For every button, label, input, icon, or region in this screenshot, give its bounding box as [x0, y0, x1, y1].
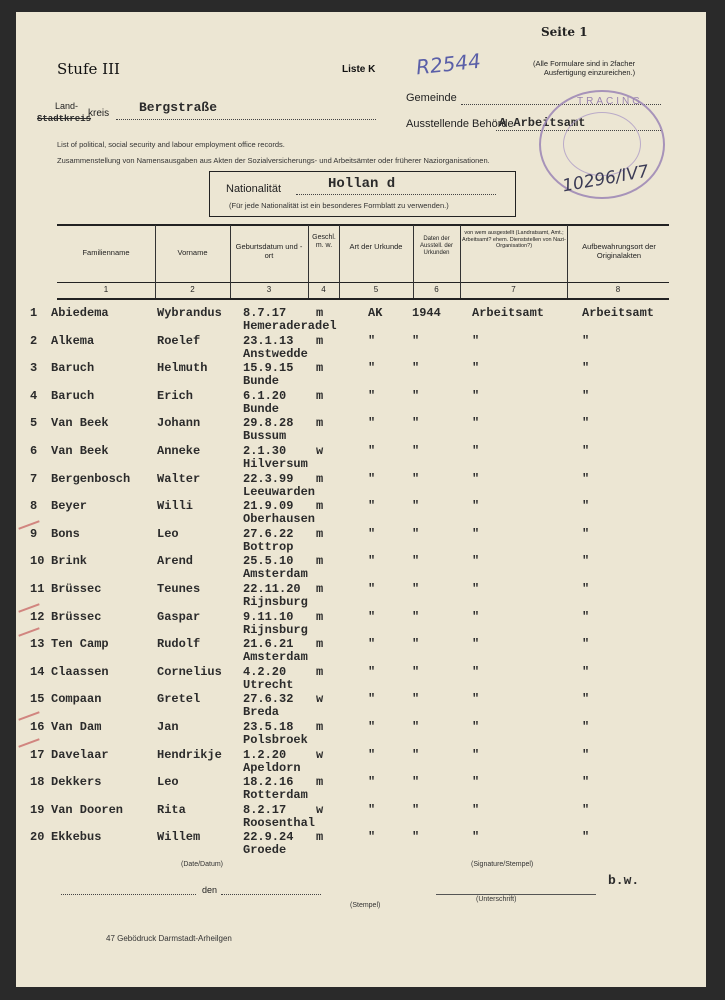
- cell-firstname: Helmuth: [157, 361, 208, 376]
- cell-surname: Baruch: [51, 388, 95, 403]
- cell-datum: ": [412, 830, 420, 845]
- cell-place: Bunde: [243, 374, 280, 389]
- cell-date: 23.1.13: [243, 333, 294, 348]
- cell-date: 27.6.22: [243, 526, 294, 541]
- stempel-label: (Stempel): [350, 902, 381, 909]
- cell-place: Amsterdam: [243, 650, 308, 665]
- red-mark: [18, 738, 39, 747]
- cell-date: 22.3.99: [243, 471, 294, 486]
- cell-von: ": [472, 361, 480, 376]
- col-header-art: Art der Urkunde: [349, 242, 403, 251]
- cell-ort: ": [582, 526, 590, 541]
- cell-sex: w: [316, 802, 324, 817]
- cell-no: 20: [30, 830, 45, 845]
- cell-place: Bottrop: [243, 539, 294, 554]
- cell-ort: ": [582, 416, 590, 431]
- cell-place: Bussum: [243, 429, 287, 444]
- cell-surname: Van Dooren: [51, 802, 124, 817]
- col-header-vorname: Vorname: [177, 248, 208, 257]
- den-label: den: [202, 885, 218, 895]
- cell-firstname: Leo: [157, 526, 179, 541]
- cell-art: ": [368, 471, 376, 486]
- cell-sex: m: [316, 637, 324, 652]
- cell-von: ": [472, 582, 480, 596]
- cell-ort: ": [582, 333, 590, 348]
- cell-no: 9: [30, 526, 38, 541]
- cell-sex: m: [316, 361, 324, 376]
- kreis-line: [116, 119, 376, 120]
- land-label: Land-: [55, 101, 79, 111]
- cell-von: ": [472, 526, 480, 541]
- cell-von: ": [472, 637, 480, 652]
- cell-date: 8.7.17: [243, 306, 287, 320]
- cell-datum: ": [412, 747, 420, 762]
- cell-datum: ": [412, 802, 420, 817]
- gemeinde-label: Gemeinde: [406, 92, 457, 104]
- cell-sex: w: [316, 692, 324, 707]
- nationality-line: [296, 194, 496, 195]
- cell-surname: Bergenbosch: [51, 471, 131, 486]
- cell-no: 5: [30, 416, 38, 431]
- cell-von: ": [472, 830, 480, 845]
- cell-date: 29.8.28: [243, 416, 294, 431]
- cell-datum: ": [412, 361, 420, 376]
- cell-von: ": [472, 388, 480, 403]
- cell-datum: ": [412, 692, 420, 707]
- cell-date: 27.6.32: [243, 692, 294, 707]
- signature-label: (Signature/Stempel): [471, 861, 534, 868]
- cell-art: ": [368, 388, 376, 403]
- date-line: [221, 894, 321, 895]
- cell-ort: ": [582, 747, 590, 762]
- cell-date: 8.2.17: [243, 802, 287, 817]
- cell-von: ": [472, 499, 480, 514]
- cell-place: Rotterdam: [243, 788, 308, 803]
- cell-art: ": [368, 637, 376, 652]
- nationality-value: Hollan d: [328, 176, 396, 192]
- cell-place: Roosenthal: [243, 815, 316, 830]
- cell-ort: ": [582, 554, 590, 569]
- cell-datum: ": [412, 526, 420, 541]
- cell-ort: ": [582, 609, 590, 624]
- cell-sex: m: [316, 333, 324, 348]
- formulare-note: [533, 59, 635, 77]
- cell-sex: w: [316, 747, 324, 762]
- cell-art: ": [368, 582, 376, 596]
- cell-sex: m: [316, 664, 324, 679]
- cell-firstname: Rudolf: [157, 637, 201, 652]
- cell-datum: ": [412, 333, 420, 348]
- cell-datum: ": [412, 637, 420, 652]
- col-header-geburtsdatum: Geburtsdatum und -ort: [235, 242, 303, 260]
- cell-von: ": [472, 471, 480, 486]
- cell-ort: ": [582, 830, 590, 845]
- cell-firstname: Erich: [157, 388, 194, 403]
- cell-place: Amsterdam: [243, 567, 308, 582]
- cell-surname: Van Beek: [51, 444, 109, 458]
- cell-firstname: Johann: [157, 416, 201, 431]
- cell-place: Apeldorn: [243, 760, 301, 775]
- cell-art: ": [368, 499, 376, 514]
- cell-date: 9.11.10: [243, 609, 294, 624]
- cell-von: ": [472, 692, 480, 707]
- cell-art: ": [368, 554, 376, 569]
- cell-sex: m: [316, 416, 324, 431]
- cell-ort: ": [582, 637, 590, 652]
- cell-sex: m: [316, 720, 324, 734]
- cell-no: 3: [30, 361, 38, 376]
- nationality-note: (Für jede Nationalität ist ein besonderes Formblatt zu verwenden.): [229, 201, 449, 210]
- col-header-daten: Daten der Ausstell. der Urkunden: [419, 236, 453, 257]
- cell-firstname: Gaspar: [157, 609, 201, 624]
- table-header-divider: [57, 282, 669, 283]
- behoerde-value: A Arbeitsamt: [499, 116, 586, 130]
- formulare-note-line-2: Ausfertigung einzureichen.): [543, 68, 636, 77]
- cell-ort: ": [582, 802, 590, 817]
- cell-place: Breda: [243, 705, 280, 720]
- cell-firstname: Wybrandus: [157, 306, 222, 320]
- cell-ort: ": [582, 720, 590, 734]
- german-description: Zusammenstellung von Namensausgaben aus Akten der Sozialversicherungs- und Arbeitsämter oder früherer Naziorganisationen.: [57, 156, 490, 165]
- cell-ort: ": [582, 664, 590, 679]
- cell-sex: w: [316, 444, 324, 458]
- cell-surname: Claassen: [51, 664, 109, 679]
- cell-art: ": [368, 802, 376, 817]
- cell-datum: ": [412, 664, 420, 679]
- cell-surname: Alkema: [51, 333, 95, 348]
- cell-art: ": [368, 361, 376, 376]
- cell-date: 22.9.24: [243, 830, 294, 845]
- unterschrift-label: (Unterschrift): [476, 896, 517, 903]
- page-number: Seite 1: [541, 25, 588, 39]
- kreis-value: Bergstraße: [139, 100, 218, 115]
- cell-art: ": [368, 692, 376, 707]
- cell-no: 2: [30, 333, 38, 348]
- cell-sex: m: [316, 554, 324, 569]
- cell-firstname: Roelef: [157, 333, 201, 348]
- cell-firstname: Willi: [157, 499, 194, 514]
- cell-date: 4.2.20: [243, 664, 287, 679]
- cell-place: Rijnsburg: [243, 622, 308, 637]
- cell-date: 21.9.09: [243, 499, 294, 514]
- cell-von: ": [472, 333, 480, 348]
- cell-art: ": [368, 526, 376, 541]
- cell-von: ": [472, 720, 480, 734]
- cell-von: ": [472, 416, 480, 431]
- cell-sex: m: [316, 499, 324, 514]
- cell-firstname: Gretel: [157, 692, 201, 707]
- cell-surname: Brüssec: [51, 609, 102, 624]
- cell-art: ": [368, 775, 376, 790]
- cell-no: 13: [30, 637, 45, 652]
- cell-date: 1.2.20: [243, 747, 287, 762]
- cell-ort: ": [582, 582, 590, 596]
- nationality-box: [209, 171, 516, 217]
- cell-art: ": [368, 664, 376, 679]
- cell-art: AK: [368, 306, 383, 320]
- signature-line: [436, 894, 596, 895]
- behoerde-label: Ausstellende Behörde: [406, 118, 514, 130]
- cell-sex: m: [316, 388, 324, 403]
- col-header-familienname: Familienname: [82, 248, 130, 257]
- cell-no: 14: [30, 664, 45, 679]
- printer-note: 47 Gebödruck Darmstadt-Arheilgen: [106, 934, 232, 943]
- cell-no: 15: [30, 692, 45, 707]
- cell-von: ": [472, 747, 480, 762]
- cell-surname: Dekkers: [51, 775, 102, 790]
- cell-firstname: Cornelius: [157, 664, 222, 679]
- cell-ort: ": [582, 361, 590, 376]
- cell-surname: Ten Camp: [51, 637, 109, 652]
- cell-no: 4: [30, 388, 38, 403]
- col-num-4: 4: [321, 285, 326, 294]
- cell-firstname: Walter: [157, 471, 201, 486]
- cell-surname: Baruch: [51, 361, 95, 376]
- cell-firstname: Jan: [157, 720, 179, 734]
- cell-place: Polsbroek: [243, 733, 308, 747]
- stufe-title: Stufe III: [57, 60, 120, 78]
- col-num-3: 3: [266, 285, 272, 294]
- kreis-label: kreis: [88, 108, 110, 119]
- cell-no: 19: [30, 802, 45, 817]
- cell-firstname: Rita: [157, 802, 186, 817]
- handwritten-reference: R2544: [414, 48, 482, 80]
- cell-art: ": [368, 830, 376, 845]
- cell-no: 18: [30, 775, 45, 790]
- cell-firstname: Anneke: [157, 444, 201, 458]
- stamp-number: 10296/IV7: [560, 161, 651, 197]
- cell-ort: Arbeitsamt: [582, 306, 655, 320]
- cell-ort: ": [582, 499, 590, 514]
- cell-place: Anstwedde: [243, 346, 308, 361]
- cell-datum: ": [412, 775, 420, 790]
- cell-surname: Bons: [51, 526, 80, 541]
- cell-datum: 1944: [412, 306, 441, 320]
- col-num-1: 1: [103, 285, 109, 294]
- col-header-geschlecht: Geschl. m. w.: [312, 234, 336, 250]
- cell-sex: m: [316, 830, 324, 845]
- cell-date: 22.11.20: [243, 582, 301, 596]
- cell-place: Oberhausen: [243, 512, 316, 527]
- cell-art: ": [368, 416, 376, 431]
- cell-datum: ": [412, 609, 420, 624]
- table-top-border: [57, 224, 669, 226]
- cell-place: Bunde: [243, 401, 280, 416]
- cell-von: ": [472, 802, 480, 817]
- cell-surname: Ekkebus: [51, 830, 102, 845]
- col-num-6: 6: [434, 285, 439, 294]
- cell-von: ": [472, 554, 480, 569]
- cell-no: 7: [30, 471, 38, 486]
- cell-surname: Brüssec: [51, 582, 102, 596]
- cell-place: Rijnsburg: [243, 595, 308, 609]
- cell-firstname: Leo: [157, 775, 179, 790]
- cell-place: Hemeraderadel: [243, 319, 337, 333]
- nationality-label: Nationalität: [226, 183, 282, 195]
- cell-datum: ": [412, 554, 420, 569]
- cell-datum: ": [412, 720, 420, 734]
- cell-no: 6: [30, 444, 38, 458]
- cell-sex: m: [316, 609, 324, 624]
- cell-sex: m: [316, 526, 324, 541]
- cell-ort: ": [582, 775, 590, 790]
- liste-label: Liste K: [342, 64, 376, 75]
- col-header-von-wem: von wem ausgestellt (Landratsamt, Amt.; Arbeitsamt? ehem. Dienststellen von Nazi-Organisation?): [462, 230, 566, 250]
- cell-surname: Brink: [51, 554, 88, 569]
- cell-sex: m: [316, 775, 324, 790]
- cell-von: Arbeitsamt: [472, 306, 545, 320]
- cell-surname: Beyer: [51, 499, 88, 514]
- date-label: (Date/Datum): [181, 861, 224, 868]
- cell-date: 2.1.30: [243, 444, 287, 458]
- cell-ort: ": [582, 692, 590, 707]
- cell-no: 11: [30, 582, 45, 596]
- cell-date: 15.9.15: [243, 361, 294, 376]
- cell-sex: m: [316, 306, 324, 320]
- cell-datum: ": [412, 388, 420, 403]
- cell-ort: ": [582, 471, 590, 486]
- col-num-5: 5: [373, 285, 379, 294]
- cell-place: Groede: [243, 843, 287, 858]
- bw-note: b.w.: [608, 873, 640, 888]
- cell-date: 25.5.10: [243, 554, 294, 569]
- stadtkreis-struck: Stadtkreis: [37, 114, 92, 124]
- cell-firstname: Willem: [157, 830, 201, 845]
- cell-datum: ": [412, 471, 420, 486]
- cell-von: ": [472, 664, 480, 679]
- cell-art: ": [368, 747, 376, 762]
- cell-surname: Abiedema: [51, 306, 109, 320]
- cell-surname: Davelaar: [51, 747, 109, 762]
- cell-firstname: Arend: [157, 554, 194, 569]
- red-mark: [18, 627, 39, 636]
- cell-no: 10: [30, 554, 45, 569]
- cell-art: ": [368, 444, 376, 458]
- cell-no: 16: [30, 720, 45, 734]
- cell-surname: Compaan: [51, 692, 102, 707]
- cell-sex: m: [316, 471, 324, 486]
- cell-no: 8: [30, 499, 38, 514]
- cell-ort: ": [582, 388, 590, 403]
- cell-no: 17: [30, 747, 45, 762]
- cell-datum: ": [412, 499, 420, 514]
- cell-von: ": [472, 775, 480, 790]
- cell-date: 23.5.18: [243, 720, 294, 734]
- cell-place: Leeuwarden: [243, 484, 316, 499]
- cell-firstname: Teunes: [157, 582, 201, 596]
- cell-von: ": [472, 444, 480, 458]
- cell-date: 6.1.20: [243, 388, 287, 403]
- cell-von: ": [472, 609, 480, 624]
- cell-datum: ": [412, 582, 420, 596]
- cell-place: Utrecht: [243, 677, 294, 692]
- place-line: [61, 894, 196, 895]
- cell-art: ": [368, 720, 376, 734]
- cell-art: ": [368, 609, 376, 624]
- document-page: [16, 12, 706, 987]
- cell-art: ": [368, 333, 376, 348]
- cell-surname: Van Beek: [51, 416, 109, 431]
- col-num-2: 2: [190, 285, 195, 294]
- col-header-aufbewahrungsort: Aufbewahrungsort der Originalakten: [582, 242, 656, 260]
- cell-sex: m: [316, 582, 324, 596]
- cell-ort: ": [582, 444, 590, 458]
- cell-no: 12: [30, 609, 45, 624]
- col-num-8: 8: [615, 285, 621, 294]
- english-description: List of political, social security and labour employment office records.: [57, 140, 285, 149]
- cell-firstname: Hendrikje: [157, 747, 222, 762]
- stamp-text: TRACING: [577, 96, 643, 107]
- cell-datum: ": [412, 444, 420, 458]
- formulare-note-line-1: (Alle Formulare sind in 2facher: [533, 59, 636, 68]
- cell-date: 21.6.21: [243, 637, 294, 652]
- cell-surname: Van Dam: [51, 720, 102, 734]
- cell-no: 1: [30, 306, 38, 320]
- cell-place: Hilversum: [243, 457, 308, 471]
- table-header-bottom: [57, 298, 669, 300]
- col-num-7: 7: [511, 285, 516, 294]
- cell-datum: ": [412, 416, 420, 431]
- cell-date: 18.2.16: [243, 775, 294, 790]
